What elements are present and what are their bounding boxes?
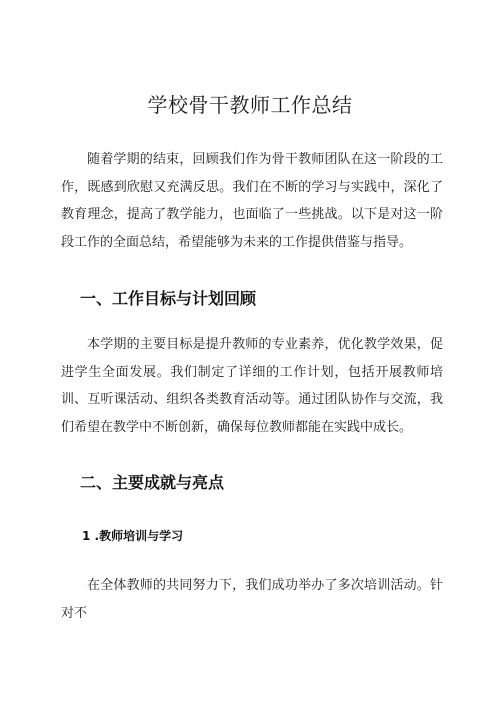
section-heading-2: 二、主要成就与亮点 (80, 473, 225, 492)
document-title: 学校骨干教师工作总结 (147, 93, 353, 117)
subsection-1-paragraph: 在全体教师的共同努力下，我们成功举办了多次培训活动。针对不 (61, 578, 443, 621)
intro-paragraph: 随着学期的结束，回顾我们作为骨干教师团队在这一阶段的工作，既感到欣慰又充满反思。我们在不断的学习与实践中，深化了教育理念，提高了教学能力，也面临了一些挑战。以下是对这一阶段工作的全面总结，希望能够为未来的工作提供借鉴与指导。 (61, 152, 443, 250)
subsection-heading-1: 1 .教师培训与学习 (82, 529, 184, 543)
section-heading-1: 一、工作目标与计划回顾 (80, 289, 257, 308)
section-1-paragraph: 本学期的主要目标是提升教师的专业素养，优化教学效果，促进学生全面发展。我们制定了详细的工作计划，包括开展教师培训、互听课活动、组织各类教育活动等。通过团队协作与交流，我们希望在教学中不断创新，确保每位教师都能在实践中成长。 (61, 337, 443, 435)
